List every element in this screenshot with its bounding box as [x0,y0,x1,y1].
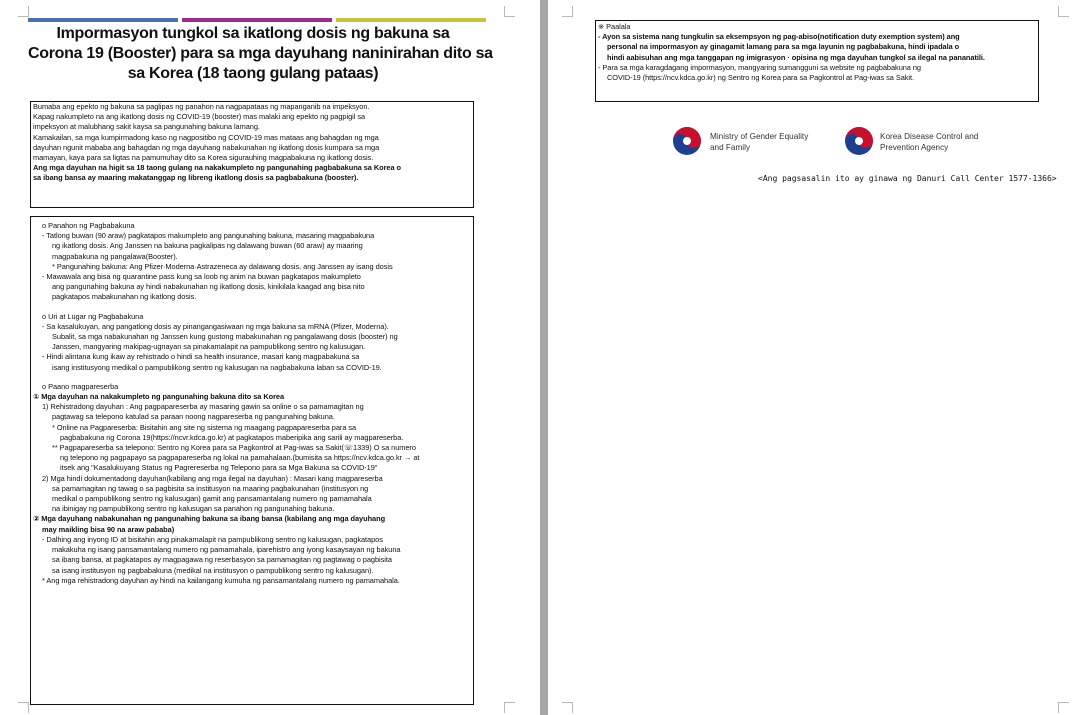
text-line: - Dalhing ang inyong ID at bisitahin ang pinakamalapit na pampublikong sentro ng kalusugan, pagkatapos [42,534,383,544]
crop-mark-top-left [562,6,573,17]
text-line: - Para sa mga karagdagang impormasyon, mangyaring sumangguni sa website ng pagbabakuna ng [598,62,921,72]
spacer [33,373,471,382]
document-title [28,24,493,84]
logo-text-line: Korea Disease Control and [880,132,979,141]
logo-text-line: Ministry of Gender Equality [710,132,809,141]
text-line: ang pangunahing bakuna ay hindi nabakunahan ng ikatlong dosis, kinikilala kaagad ang bisa nito [52,282,365,292]
text-line: - Tatlong buwan (90 araw) pagkatapos makumpleto ang pangunahing bakuna, masaring magpabakuna [42,231,375,241]
text-line: - Mawawala ang bisa ng quarantine pass kung sa loob ng anim na buwan pagkatapos makumpleto [42,272,361,282]
text-line: mamayan, kaya para sa ligtas na pamumuhay dito sa Korea sigurauhing magpabakuna ng ikatlong dosis. [33,153,374,163]
title-line: Impormasyon tungkol sa ikatlong dosis ng bakuna sa [56,25,450,42]
text-line: makakuha ng isang pansamantalang numero ng pamamahala, iparehistro ang iyong kasaysayan ng bakuna [52,545,401,555]
text-line: pagbabakuna ng Corona 19(https://ncvr.kdca.go.kr) at pagkatapos maberipika ang sarili ay magpareserba. [60,432,404,442]
text-line: isang institusyong medikal o pampublikong sentro ng kalusugan na nagbabakuna laban sa COVID-19. [52,362,382,372]
translation-credit: <Ang pagsasalin ito ay ginawa ng Danuri Call Center 1577-1366> [758,174,1057,183]
text-line: itsek ang "Kasalukuyang Status ng Pagrereserba ng Telepono para sa Mga Bakuna sa COVID-19" [60,463,378,473]
text-line: Janssen, mangyaring makipag-ugnayan sa pinakamalapit na pampublikong sentro ng kalusugan. [52,342,366,352]
text-line: ② Mga dayuhang nabakunahan ng pangunahing bakuna sa ibang bansa (kabilang ang mga dayuhang [33,514,386,524]
crop-mark-bottom-right [1058,702,1069,713]
text-line: * Online na Pagpareserba: Bisitahin ang site ng sistema ng maagang pagpapareserba para sa [52,422,357,432]
text-line: sa isang institusyon ng pagbabakuna (medikal na institusyon o pampublikong sentro ng kalusugan). [52,565,374,575]
text-line: o Paano magpareserba [42,381,119,391]
text-line: pagtawag sa telepono katulad sa paraan noong nagpareserba ng pangunahing bakuna. [52,412,335,422]
text-line: hindi aabisuhan ang mga tanggapan ng imigrasyon · opisina ng mga dayuhan tungkol sa ilegal na pananatili. [607,52,985,62]
text-line: Ang mga dayuhan na higit sa 18 taong gulang na nakakumpleto ng pangunahing pagbabakuna sa Korea o [33,163,402,173]
text-line: may maikling bisa 90 na araw pababa) [42,524,175,534]
agency-logos [672,124,1002,160]
text-line: personal na impormasyon ay ginagamit lamang para sa mga layunin ng pagbabakuna, hindi ipadala o [607,42,960,52]
text-line: COVID-19 (https://ncv.kdca.go.kr) ng Sentro ng Korea para sa Pagkontrol at Pag-iwas sa Sakit. [607,73,915,83]
ministry-gender-equality-logo [672,124,832,160]
text-line: o Panahon ng Pagbabakuna [42,221,135,230]
text-line: - Sa kasalukuyan, ang pangatlong dosis ay pinangangasiwaan ng mga bakuna sa mRNA (Pfizer, Moderna). [42,321,389,331]
text-line: magpabakuna ng pangalawa(Booster). [52,251,178,261]
text-line: na ibinigay ng pampublikong sentro ng kalusugan sa panahon ng pangunahing bakuna. [52,504,335,514]
taegeuk-emblem-icon [672,126,702,156]
logo-text-line: Prevention Agency [880,143,949,152]
spacer [33,303,471,312]
right-page [548,0,1075,715]
text-line: sa ibang bansa, at pagkatapos ay magpagawa ng reserbasyon sa pamamagitan ng pagtawag o pagbisita [52,555,392,565]
text-line: 1) Rehistradong dayuhan : Ang pagpapareserba ay masaring gawin sa online o sa pamamagitan ng [42,402,364,412]
title-line: Corona 19 (Booster) para sa mga dayuhang naninirahan dito sa [28,45,493,62]
text-line: dayuhan ngunit mababa ang bahagdan ng mga dayuhang nabakunahan ng ikatlong dosis kumpara sa mga [33,142,380,152]
taegeuk-emblem-icon [844,126,874,156]
color-bar-segment [28,18,178,22]
page-gutter [540,0,548,715]
text-line: sa ibang bansa ay maaring makatanggap ng libreng ikatlong dosis sa pagbabakuna (booster). [33,173,359,183]
crop-mark-bottom-left [18,702,29,713]
text-line: ** Pagpapareserba sa telepono: Sentro ng Korea para sa Pagkontrol at Pag-iwas sa Sakit(☏1339) O sa numero [52,443,416,453]
text-line: * Ang mga rehistradong dayuhan ay hindi na kailangang kumuha ng pansamantalang numero ng pamamahala. [42,575,400,585]
crop-mark-bottom-right [504,702,515,713]
intro-box [30,101,474,208]
text-line: - Ayon sa sistema nang tungkulin sa eksempsyon ng pag-abiso(notification duty exemption system) ang [598,32,960,42]
color-bar-segment [182,18,332,22]
logo-text-line: and Family [710,143,751,152]
details-box [30,216,474,705]
text-line: ① Mga dayuhan na nakakumpleto ng pangunahing bakuna dito sa Korea [33,392,285,402]
text-line: o Uri at Lugar ng Pagbabakuna [42,311,144,321]
text-line: Kamakailan, sa mga kumpirmadong kaso ng nagpositibo ng COVID-19 mas mataas ang bahagdan ng mga [33,132,379,142]
text-line: pagkatapos mabakunahan ng ikatlong dosis. [52,292,197,302]
text-line: impeksyon at malubhang sakit kaysa sa pangunahing bakuna lamang. [33,122,260,132]
color-bar-segment [336,18,486,22]
text-line: - Hindi alintana kung ikaw ay rehistrado o hindi sa health insurance, masari kang magpabakuna sa [42,352,360,362]
crop-mark-top-right [1058,6,1069,17]
text-line: 2) Mga hindi dokumentadong dayuhan(kabilang ang mga ilegal na dayuhan) : Masari kang magpareserba [42,473,383,483]
text-line: ng telepono ng pagpapayo sa pagpapareserba ng lokal na pamahalaan.(bumisita sa https://ncv.kdca.go.kr → at [60,453,420,463]
kdca-logo [844,124,1004,160]
notes-box [595,20,1039,102]
text-line: * Pangunahing bakuna: Ang Pfizer·Moderna·Astrazeneca ay dalawang dosis, ang Janssen ay isang dosis [52,261,393,271]
crop-mark-top-right [504,6,515,17]
crop-mark-bottom-left [562,702,573,713]
text-line: Bumaba ang epekto ng bakuna sa paglipas ng panahon na nagpapataas ng mapanganib na impeksyon. [33,102,370,111]
text-line: Kapag nakumpleto na ang ikatlong dosis ng COVID-19 (booster) mas malaki ang epekto ng pagpigil sa [33,112,366,122]
crop-mark-top-left [18,6,29,17]
text-line: ng ikatlong dosis. Ang Janssen na bakuna pagkalipas ng dalawang buwan (60 araw) ay maaring [52,241,363,251]
text-line: medikal o pampublikong sentro ng kalusugan) gamit ang pansamantalang numero ng pamamahala [52,494,372,504]
text-line: ※ Paalala [598,22,631,31]
text-line: sa pamamagitan ng tawag o sa pagbisita sa institusyon na maaring pagbakunahan (institusyon ng [52,483,369,493]
title-line: sa Korea (18 taong gulang pataas) [127,65,379,82]
text-line: Subalit, sa mga nabakunahan ng Janssen kung gustong mabakunahan ng pangalawang dosis (booster) ng [52,332,398,342]
